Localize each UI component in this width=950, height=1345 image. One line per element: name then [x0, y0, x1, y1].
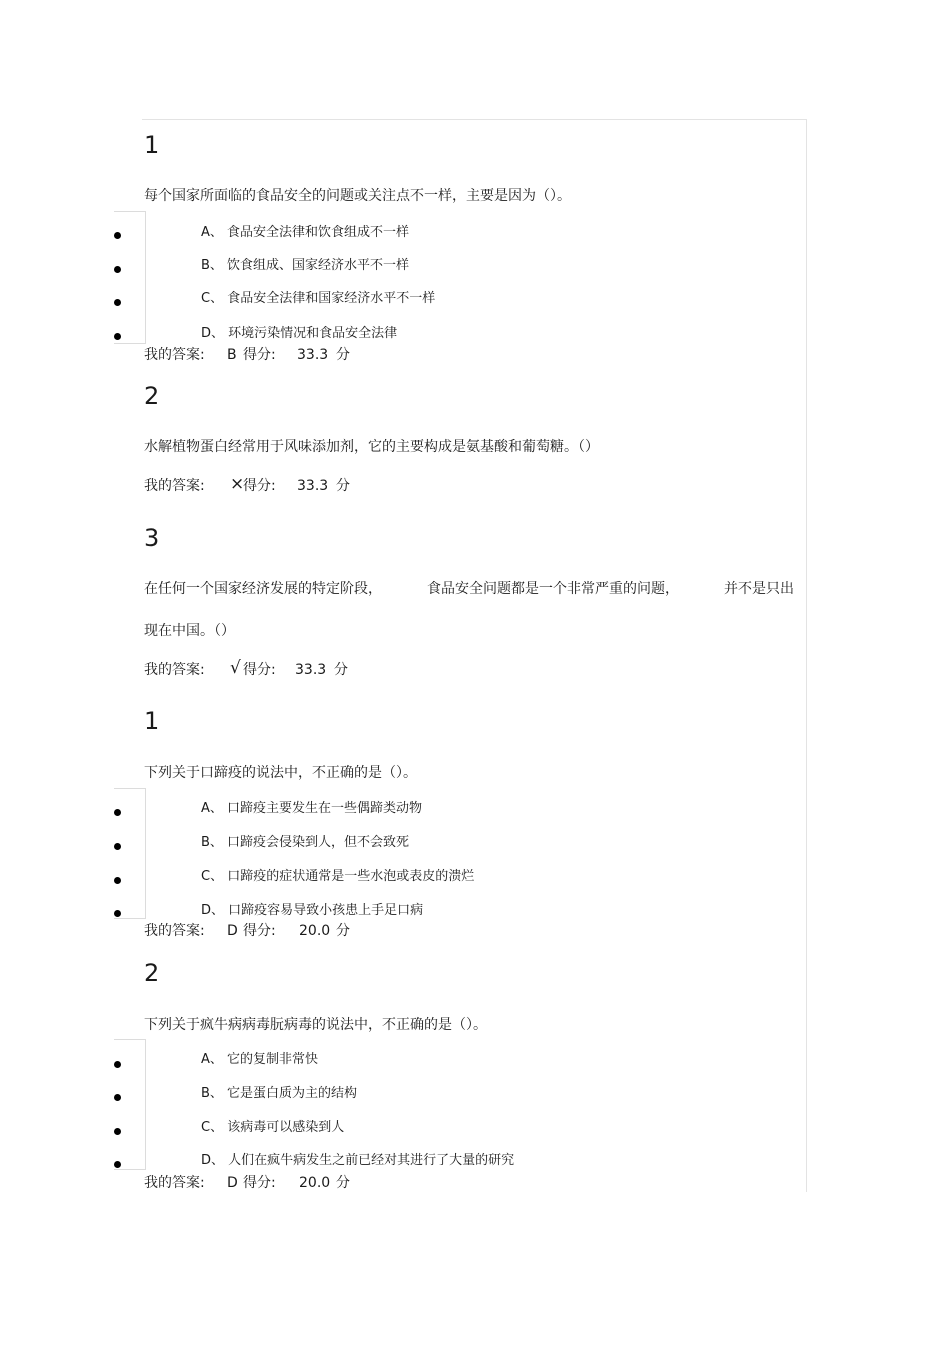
bullet-icon — [114, 1161, 121, 1168]
answer-value: D — [227, 1175, 238, 1191]
answer-label: 我的答案: — [144, 662, 205, 678]
bullet-icon — [114, 333, 121, 340]
option-c[interactable]: C、 口蹄疫的症状通常是一些水泡或表皮的溃烂 — [201, 869, 475, 884]
score-value: 33.3 — [297, 478, 329, 494]
answer-value: B — [227, 347, 237, 363]
score-label: 得分: — [243, 1175, 276, 1191]
score-unit: 分 — [336, 1175, 350, 1191]
option-c[interactable]: C、 该病毒可以感染到人 — [201, 1120, 345, 1135]
score-label: 得分: — [243, 347, 276, 363]
question-stem-line2: 现在中国。（） — [144, 623, 235, 639]
option-a[interactable]: A、 它的复制非常快 — [201, 1052, 319, 1067]
score-unit: 分 — [336, 923, 350, 939]
stem-part-1: 在任何一个国家经济发展的特定阶段， — [144, 581, 382, 597]
option-b[interactable]: B、 口蹄疫会侵染到人，但不会致死 — [201, 835, 410, 850]
question-stem: 下列关于疯牛病病毒朊病毒的说法中，不正确的是（）。 — [144, 1017, 487, 1033]
bullet-icon — [114, 877, 121, 884]
answer-label: 我的答案: — [144, 923, 205, 939]
question-number: 3 — [144, 524, 160, 552]
stem-part-3: 并不是只出 — [724, 581, 794, 597]
option-d[interactable]: D、 环境污染情况和食品安全法律 — [201, 326, 398, 341]
question-number: 2 — [144, 382, 160, 410]
check-mark-icon: √ — [230, 658, 241, 678]
score-unit: 分 — [336, 347, 350, 363]
bullet-icon — [114, 1128, 121, 1135]
question-stem: 每个国家所面临的食品安全的问题或关注点不一样，主要是因为（）。 — [144, 188, 571, 204]
bullet-icon — [114, 266, 121, 273]
answer-value: D — [227, 923, 238, 939]
bullet-icon — [114, 910, 121, 917]
answer-label: 我的答案: — [144, 347, 205, 363]
question-number: 2 — [144, 959, 160, 987]
option-group-frame — [114, 211, 146, 344]
score-value: 33.3 — [297, 347, 329, 363]
bullet-icon — [114, 1094, 121, 1101]
option-b[interactable]: B、 它是蛋白质为主的结构 — [201, 1086, 358, 1101]
bullet-icon — [114, 1061, 121, 1068]
score-label: 得分: — [243, 478, 276, 494]
answer-label: 我的答案: — [144, 1175, 205, 1191]
question-stem: 下列关于口蹄疫的说法中，不正确的是（）。 — [144, 765, 417, 781]
stem-part-2: 食品安全问题都是一个非常严重的问题， — [427, 581, 679, 597]
question-number: 1 — [144, 707, 160, 735]
option-group-frame — [114, 788, 146, 919]
option-c[interactable]: C、 食品安全法律和国家经济水平不一样 — [201, 291, 436, 306]
question-number: 1 — [144, 131, 160, 159]
score-value: 20.0 — [299, 923, 331, 939]
score-label: 得分: — [243, 923, 276, 939]
option-b[interactable]: B、 饮食组成、国家经济水平不一样 — [201, 258, 410, 273]
bullet-icon — [114, 299, 121, 306]
bullet-icon — [114, 843, 121, 850]
cross-mark-icon: × — [230, 474, 245, 494]
bullet-icon — [114, 809, 121, 816]
option-d[interactable]: D、 口蹄疫容易导致小孩患上手足口病 — [201, 903, 424, 918]
score-label: 得分: — [243, 662, 276, 678]
option-group-frame — [114, 1039, 146, 1170]
score-unit: 分 — [336, 478, 350, 494]
score-unit: 分 — [334, 662, 348, 678]
score-value: 20.0 — [299, 1175, 331, 1191]
option-a[interactable]: A、 食品安全法律和饮食组成不一样 — [201, 225, 410, 240]
bullet-icon — [114, 232, 121, 239]
option-a[interactable]: A、 口蹄疫主要发生在一些偶蹄类动物 — [201, 801, 423, 816]
question-stem: 水解植物蛋白经常用于风味添加剂，它的主要构成是氨基酸和葡萄糖。（） — [144, 439, 599, 455]
score-value: 33.3 — [295, 662, 327, 678]
answer-label: 我的答案: — [144, 478, 205, 494]
option-d[interactable]: D、 人们在疯牛病发生之前已经对其进行了大量的研究 — [201, 1153, 515, 1168]
